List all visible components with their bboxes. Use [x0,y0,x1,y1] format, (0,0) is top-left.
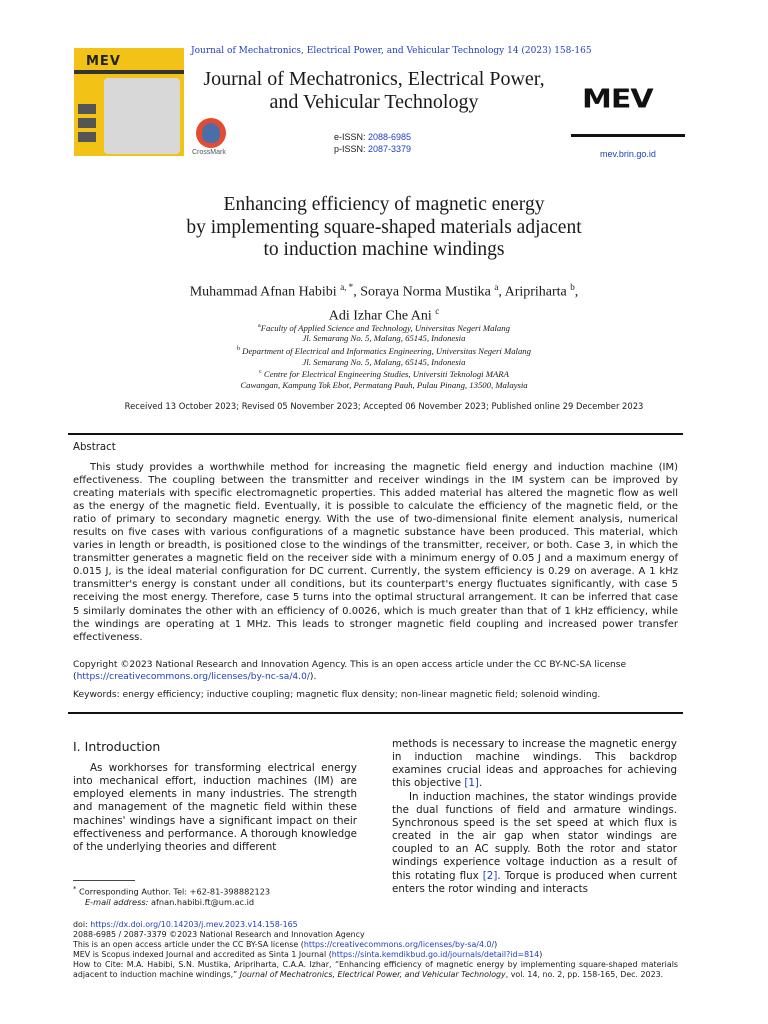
doi-label: doi: [73,920,91,929]
author-affiliation-mark: b [570,282,575,292]
corresponding-author: Corresponding Author. Tel: +62-81-398882123 [79,886,271,897]
journal-name-line: Journal of Mechatronics, Electrical Power, [203,68,545,90]
author-name: Aripriharta [504,284,567,300]
eissn-label: e-ISSN: [334,132,369,142]
pissn-link[interactable]: 2087-3379 [368,144,412,154]
copyright-text: Copyright ©2023 National Research and Innovation Agency. This is an open access article under the CC BY-NC-SA license [73,660,627,670]
issn-line: 2088-6985 / 2087-3379 ©2023 National Research and Innovation Agency [73,929,365,939]
abstract-top-rule [68,433,683,435]
author-affiliation-mark: c [435,305,440,316]
journal-website-link[interactable]: mev.brin.go.id [600,149,656,159]
citation-journal: Journal of Mechatronics, Electrical Power, and Vehicular Technology [239,969,506,979]
title-line: by implementing square-shaped materials adjacent [186,216,582,238]
intro-right-column [392,738,677,896]
keywords-label: Keywords: [73,690,123,700]
doi-link[interactable]: https://dx.doi.org/10.14203/j.mev.2023.v14.158-165 [90,920,298,929]
page-footer: doi: https://dx.doi.org/10.14203/j.mev.2023.v14.158-165 2088-6985 / 2087-3379 ©2023 National Research and Innovation Agency This is an open access article under the CC BY-SA license (https://creativecommons.org/licenses/by-sa/4.0/) MEV is Scopus indexed Journal and accredited as Sinta 1 Journal (https://sinta.kemdikbud.go.id/journals/detail?id=814) How to Cite: M.A. Habibi, S.N. Mustika, Aripriharta, C.A.A. Izhar, “Enhancing efficiency of magnetic energy by implementing square-shaped materials adjacent to induction machine windings,” Journal of Mechatronics, Electrical Power, and Vehicular Technology, vol. 14, no. 2, pp. 158-165, Dec. 2023. [73,920,678,979]
paragraph-text: methods is necessary to increase the magnetic energy in induction machine windings. This backdrop examines crucial ideas and approaches for achieving this objective [392,738,677,790]
cover-block [78,118,96,128]
cover-block [78,104,96,114]
affiliation-line: Faculty of Applied Science and Technology, Universitas Negeri Malang [260,322,510,333]
copyright-notice: Copyright ©2023 National Research and Innovation Agency. This is an open access article under the CC BY-NC-SA license (https://creativecommons.org/licenses/by-nc-sa/4.0/). [73,660,627,683]
affiliation-mark: a [258,323,261,329]
journal-name-line: and Vehicular Technology [269,91,479,113]
title-line: Enhancing efficiency of magnetic energy [223,194,545,215]
crossmark-label: CrossMark [192,149,226,156]
pissn-label: p-ISSN: [334,144,369,154]
license-link[interactable]: https://creativecommons.org/licenses/by-sa/4.0/ [303,939,495,949]
email-label: E-mail address: [85,897,151,908]
author-name: Muhammad Afnan Habibi [189,284,337,300]
footnote-rule [73,880,135,881]
license-link[interactable]: https://creativecommons.org/licenses/by-nc-sa/4.0/ [76,672,310,683]
cover-block [78,132,96,142]
citation-link[interactable]: [1] [464,777,479,790]
journal-reference-link[interactable]: Journal of Mechatronics, Electrical Power, and Vehicular Technology 14 (2023) 158-165 [191,46,592,56]
paragraph-text: In induction machines, the stator windings provide the dual functions of field and armature windings. Synchronous speed is the set speed at which flux is created in the air gap when stator windings are coupled to an AC supply. Both the rotor and stator windings experience voltage induction as a result of this rotating flux [392,790,677,882]
cover-logo-text: MEV [86,54,121,69]
author-separator: , [498,284,505,300]
affiliation-line: Jl. Semarang No. 5, Malang, 65145, Indonesia [302,356,466,367]
author-affiliation-mark: a, * [340,282,354,292]
abstract-bottom-rule [68,712,683,714]
title-line: to induction machine windings [263,239,505,260]
eissn-link[interactable]: 2088-6985 [368,132,412,142]
author-name: Adi Izhar Che Ani [328,308,432,324]
author-separator: , [353,284,361,300]
affiliation-line: Department of Electrical and Informatics Engineering, Universitas Negeri Malang [240,345,531,356]
author-affiliation-mark: a [494,282,499,292]
crossmark-ribbon [202,123,220,143]
logo-divider [571,134,685,137]
journal-cover-image [74,48,184,156]
intro-paragraph [392,791,677,896]
keywords [73,690,678,700]
mev-logo: MEV [582,84,653,115]
citation-text: How to Cite: M.A. Habibi, S.N. Mustika, Aripriharta, C.A.A. Izhar, “Enhancing efficiency of magnetic energy by implementing square-shaped materials adjacent to induction machine windings,” [73,959,678,979]
crossmark-icon[interactable] [196,118,226,148]
section-heading: I. Introduction [73,739,161,754]
journal-name [186,68,562,114]
author-separator: , [574,284,579,300]
footnote: * Corresponding Author. Tel: +62-81-398882123 E-mail address: afnan.habibi.ft@um.ac.id [73,885,271,908]
how-to-cite [73,960,678,980]
affiliation-mark: b [237,346,240,353]
issn-block [334,131,411,155]
intro-paragraph: methods is necessary to increase the magnetic energy in induction machine windings. This backdrop examines crucial ideas and approaches for achieving this objective [1]. [392,738,677,790]
affiliation-line: Cawangan, Kampung Tok Ebot, Permatang Pauh, Pulau Pinang, 13500, Malaysia [240,379,528,390]
intro-paragraph: As workhorses for transforming electrical energy into mechanical effort, induction machines (IM) are employed elements in many industries. The strength and management of the magnetic field within these machines' windings have a significant impact on their effectiveness and performance. A thorough knowledge of the underlying theories and different [73,762,357,853]
affiliation-mark: c [259,369,262,376]
affiliation-line: Centre for Electrical Engineering Studies, Universiti Teknologi MARA [261,369,509,380]
sinta-link[interactable]: https://sinta.kemdikbud.go.id/journals/detail?id=814 [331,949,540,959]
indexing-text: MEV is Scopus indexed Journal and accredited as Sinta 1 Journal ( [73,949,332,959]
license-text: This is an open access article under the CC BY-SA license ( [73,939,304,949]
cover-band [74,70,184,74]
abstract-text: This study provides a worthwhile method for increasing the magnetic field energy and induction machine (IM) effectiveness. The coupling between the transmitter and receiver windings in the IM system can be improved by creating materials with specific electromagnetic properties. This added material has altered the magnetic flow as well as the energy of the magnetic field. Eventually, it is possible to calculate the efficiency of the magnetic field, or the ratio of primary to secondary magnetic energy. With the use of two-dimensional finite element analysis, numerical results on five cases with various configurations of a magnetic substance have been produced. This material, which varies in length or breadth, is positioned close to the windings of the transmitter, receiver, or both. Case 3, in which the transmitter generates a magnetic field on the receiver side with a minimum energy of 0.05 J and a maximum energy of 0.015 J, is the ideal material configuration for DC current. Currently, the system efficiency is 0.29 on average. A 1 kHz transmitter's energy is constant under all conditions, but its counterpart's energy fluctuates significantly, with case 5 receiving the most energy. Therefore, case 5 turns into the optimal structural arrangement. It can be inferred that case 5 similarly dominates the other with an efficiency of 0.0026, which is much greater than that of 1 kHz efficiency, while the windings are operating at 1 MHz. This leads to stronger magnetic field coupling and increased power transfer effectiveness. [73,462,678,643]
affiliation-line: Jl. Semarang No. 5, Malang, 65145, Indonesia [302,333,466,344]
intro-left-column [73,762,357,854]
citation-tail: , vol. 14, no. 2, pp. 158-165, Dec. 2023. [505,969,664,979]
author-list [84,278,684,325]
keywords-list: energy efficiency; inductive coupling; magnetic flux density; non-linear magnetic field; solenoid winding. [122,690,601,700]
cover-artwork [104,78,180,154]
email-address: afnan.habibi.ft@um.ac.id [150,897,255,908]
affiliations [84,321,684,390]
article-title [84,194,684,262]
citation-link[interactable]: [2] [482,869,498,882]
abstract-heading: Abstract [73,442,116,453]
paragraph-text: . Torque is produced when current enters the rotor winding and interacts [392,869,678,895]
received-dates: Received 13 October 2023; Revised 05 November 2023; Accepted 06 November 2023; Published online 29 December 2023 [124,401,644,411]
author-name: Soraya Norma Mustika [360,284,491,300]
